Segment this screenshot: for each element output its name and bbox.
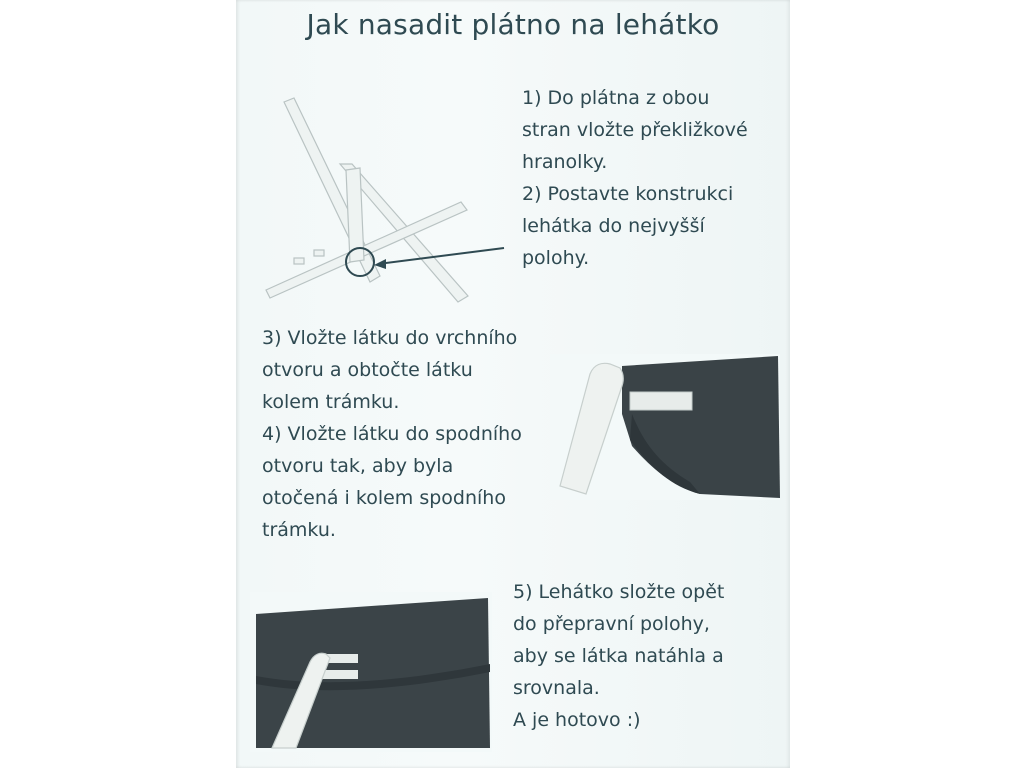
step-line: 3) Vložte látku do vrchního bbox=[262, 327, 518, 349]
fabric-top-beam-photo bbox=[550, 354, 780, 500]
instruction-sheet bbox=[236, 0, 790, 768]
page-title: Jak nasadit plátno na lehátko bbox=[306, 8, 720, 41]
step-line: stran vložte překližkové bbox=[522, 119, 748, 141]
steps-1-2 bbox=[522, 82, 748, 274]
pointer-arrow bbox=[378, 248, 504, 264]
step-5 bbox=[513, 576, 724, 736]
step-line: aby se látka natáhla a bbox=[513, 645, 724, 667]
chair-frame-diagram bbox=[256, 84, 526, 314]
step-line: kolem trámku. bbox=[262, 391, 400, 413]
step-line: srovnala. bbox=[513, 677, 600, 699]
step-line: 5) Lehátko složte opět bbox=[513, 581, 725, 603]
step-line: trámku. bbox=[262, 519, 336, 541]
step-line: 4) Vložte látku do spodního bbox=[262, 423, 522, 445]
step-line: 2) Postavte konstrukci bbox=[522, 183, 734, 205]
steps-3-4 bbox=[262, 322, 522, 546]
step-line: polohy. bbox=[522, 247, 590, 269]
step-line: hranolky. bbox=[522, 151, 608, 173]
step-line: lehátka do nejvyšší bbox=[522, 215, 705, 237]
folded-chair-photo bbox=[250, 592, 492, 752]
step-line: otvoru tak, aby byla bbox=[262, 455, 454, 477]
step-line: otvoru a obtočte látku bbox=[262, 359, 473, 381]
step-line: A je hotovo :) bbox=[513, 709, 641, 731]
step-line: do přepravní polohy, bbox=[513, 613, 710, 635]
step-line: 1) Do plátna z obou bbox=[522, 87, 710, 109]
step-line: otočená i kolem spodního bbox=[262, 487, 506, 509]
